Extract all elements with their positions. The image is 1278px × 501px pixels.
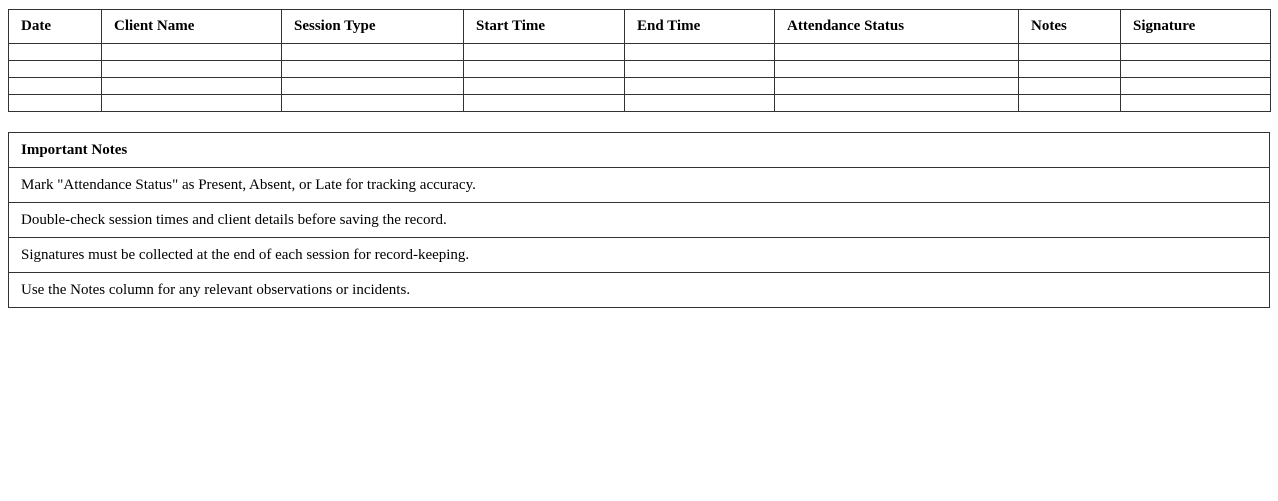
column-header-date: Date bbox=[9, 10, 102, 44]
attendance-cell[interactable] bbox=[625, 44, 775, 61]
attendance-cell[interactable] bbox=[464, 78, 625, 95]
important-notes-table bbox=[8, 132, 1270, 308]
column-header-session-type: Session Type bbox=[282, 10, 464, 44]
attendance-cell[interactable] bbox=[1019, 61, 1121, 78]
attendance-row bbox=[9, 44, 1271, 61]
attendance-cell[interactable] bbox=[1121, 44, 1271, 61]
attendance-cell[interactable] bbox=[9, 44, 102, 61]
attendance-cell[interactable] bbox=[102, 44, 282, 61]
attendance-cell[interactable] bbox=[464, 44, 625, 61]
attendance-header-row bbox=[9, 10, 1271, 44]
attendance-cell[interactable] bbox=[464, 61, 625, 78]
attendance-cell[interactable] bbox=[282, 44, 464, 61]
attendance-body bbox=[9, 44, 1271, 112]
attendance-cell[interactable] bbox=[1019, 78, 1121, 95]
note-item: Signatures must be collected at the end of each session for record-keeping. bbox=[9, 238, 1270, 273]
attendance-cell[interactable] bbox=[282, 78, 464, 95]
note-row bbox=[9, 273, 1270, 308]
note-row bbox=[9, 168, 1270, 203]
attendance-cell[interactable] bbox=[1121, 78, 1271, 95]
attendance-cell[interactable] bbox=[9, 95, 102, 112]
attendance-table bbox=[8, 9, 1271, 112]
note-item: Mark "Attendance Status" as Present, Absent, or Late for tracking accuracy. bbox=[9, 168, 1270, 203]
attendance-cell[interactable] bbox=[9, 61, 102, 78]
attendance-cell[interactable] bbox=[1019, 44, 1121, 61]
attendance-cell[interactable] bbox=[464, 95, 625, 112]
attendance-cell[interactable] bbox=[775, 95, 1019, 112]
attendance-cell[interactable] bbox=[775, 61, 1019, 78]
attendance-cell[interactable] bbox=[102, 78, 282, 95]
column-header-client-name: Client Name bbox=[102, 10, 282, 44]
note-row bbox=[9, 238, 1270, 273]
attendance-cell[interactable] bbox=[775, 78, 1019, 95]
attendance-cell[interactable] bbox=[1019, 95, 1121, 112]
column-header-attendance-status: Attendance Status bbox=[775, 10, 1019, 44]
note-row bbox=[9, 203, 1270, 238]
important-notes-title: Important Notes bbox=[9, 133, 1270, 168]
attendance-cell[interactable] bbox=[9, 78, 102, 95]
attendance-row bbox=[9, 78, 1271, 95]
attendance-cell[interactable] bbox=[625, 61, 775, 78]
attendance-cell[interactable] bbox=[625, 78, 775, 95]
attendance-cell[interactable] bbox=[1121, 61, 1271, 78]
attendance-cell[interactable] bbox=[282, 61, 464, 78]
attendance-cell[interactable] bbox=[102, 95, 282, 112]
column-header-start-time: Start Time bbox=[464, 10, 625, 44]
attendance-row bbox=[9, 95, 1271, 112]
column-header-notes: Notes bbox=[1019, 10, 1121, 44]
attendance-cell[interactable] bbox=[282, 95, 464, 112]
attendance-row bbox=[9, 61, 1271, 78]
attendance-cell[interactable] bbox=[625, 95, 775, 112]
attendance-cell[interactable] bbox=[102, 61, 282, 78]
note-item: Use the Notes column for any relevant observations or incidents. bbox=[9, 273, 1270, 308]
important-notes-header-row bbox=[9, 133, 1270, 168]
attendance-cell[interactable] bbox=[775, 44, 1019, 61]
attendance-cell[interactable] bbox=[1121, 95, 1271, 112]
column-header-signature: Signature bbox=[1121, 10, 1271, 44]
note-item: Double-check session times and client details before saving the record. bbox=[9, 203, 1270, 238]
column-header-end-time: End Time bbox=[625, 10, 775, 44]
